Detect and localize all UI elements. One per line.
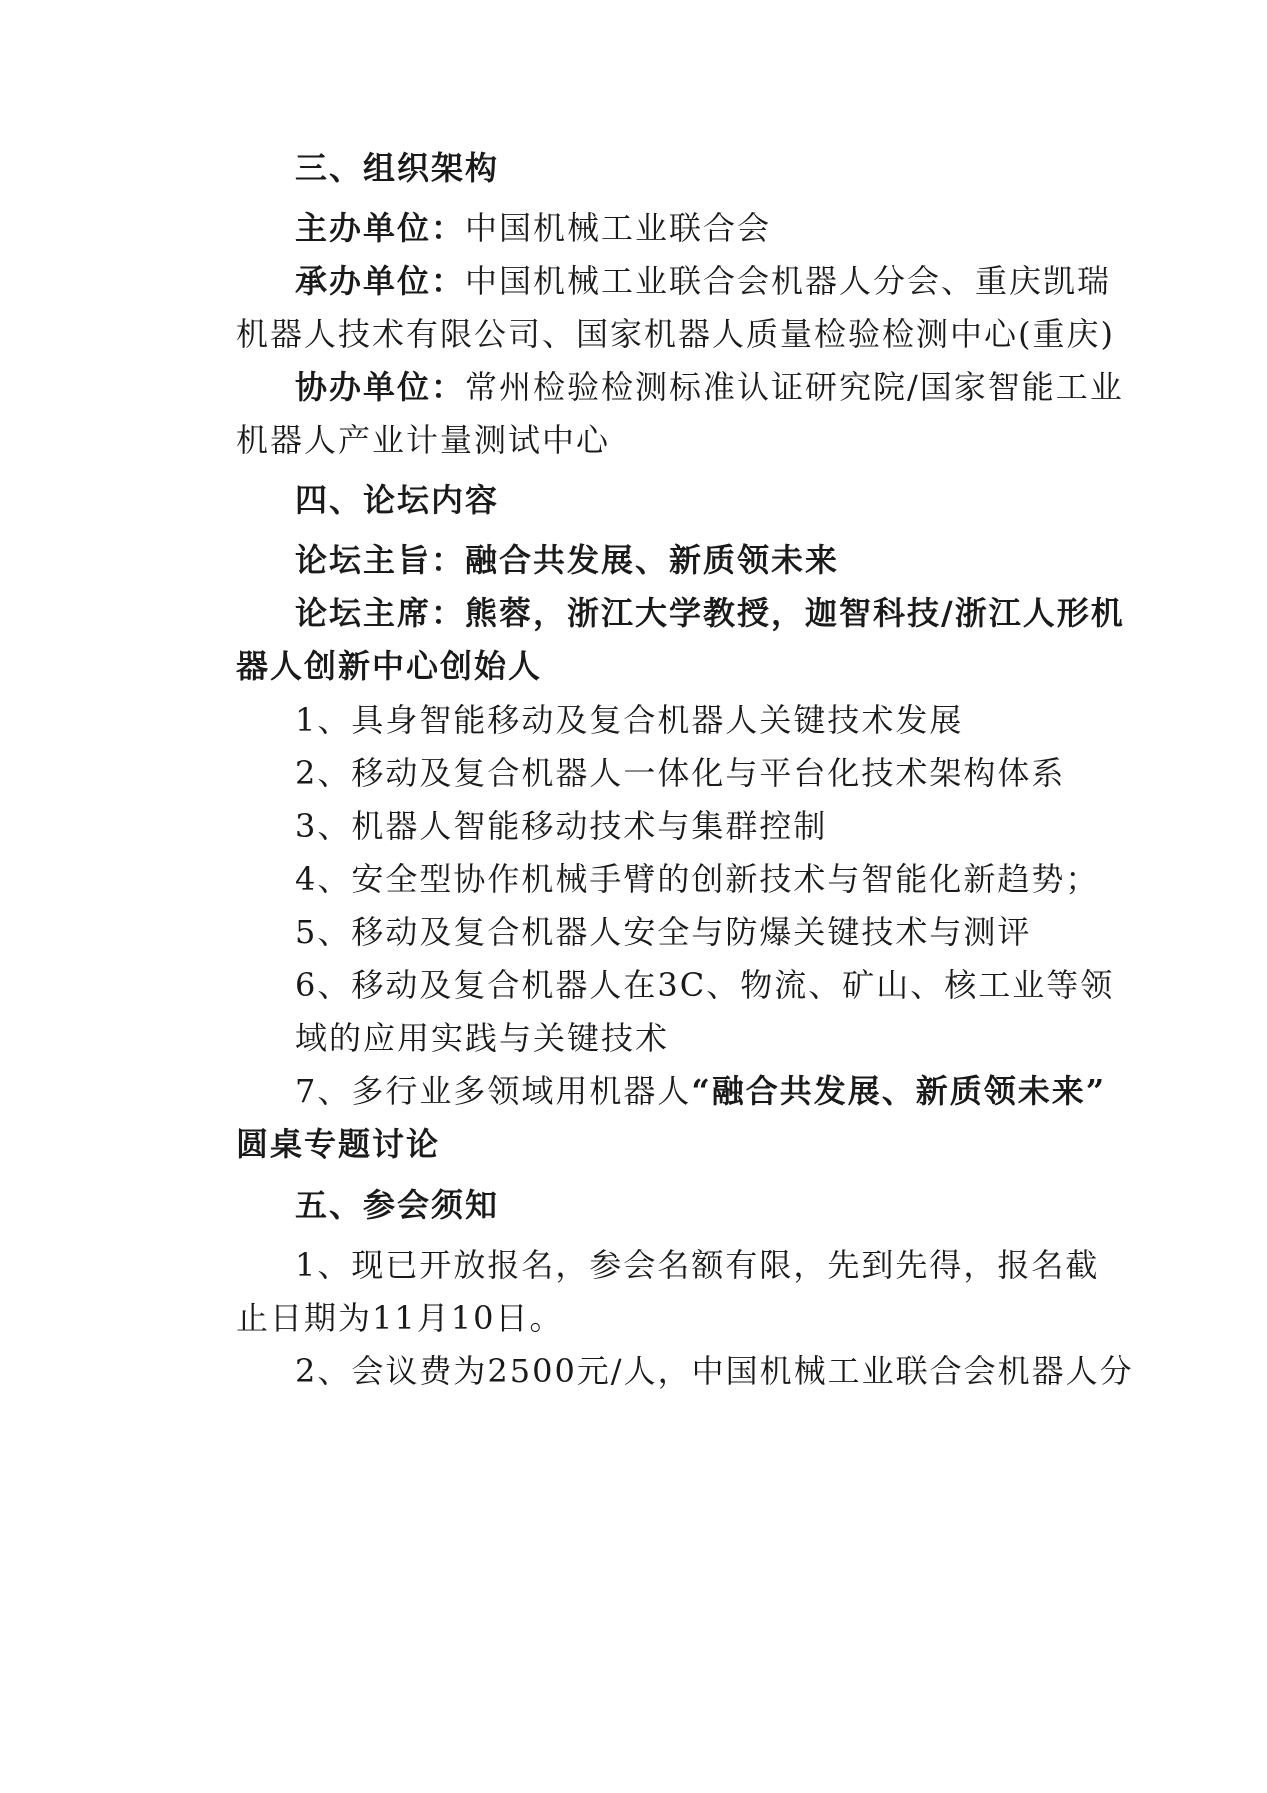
- organizer-line-1: [295, 261, 1111, 301]
- topic-item: 1、具身智能移动及复合机器人关键技术发展: [295, 701, 964, 739]
- topic-item-continued: 域的应用实践与关键技术: [295, 1019, 670, 1057]
- section-4-heading: 四、论坛内容: [295, 481, 500, 519]
- organizer-label: 承办单位：: [295, 262, 466, 300]
- topic-item: 6、移动及复合机器人在3C、物流、矿山、核工业等领: [295, 966, 1115, 1004]
- topic-7-quote: “融合共发展、新质领未来”: [691, 1072, 1107, 1110]
- note-1-line-2: 止日期为11月10日。: [236, 1299, 564, 1337]
- host-unit-label: 主办单位：: [295, 209, 466, 247]
- topic-7-prefix: 7、多行业多领域用机器人: [295, 1072, 692, 1110]
- host-unit-value: 中国机械工业联合会: [465, 209, 772, 247]
- topic-item: 2、移动及复合机器人一体化与平台化技术架构体系: [295, 754, 1066, 792]
- organizer-line-2: 机器人技术有限公司、国家机器人质量检验检测中心(重庆): [236, 315, 1115, 353]
- coorganizer-line-1: [295, 367, 1124, 407]
- coorganizer-label: 协办单位：: [295, 368, 466, 406]
- host-unit-line: [295, 208, 771, 248]
- coorganizer-line-2: 机器人产业计量测试中心: [236, 421, 611, 459]
- forum-chair-line-1: 论坛主席：熊蓉，浙江大学教授，迦智科技/浙江人形机: [295, 594, 1125, 632]
- coorganizer-value: 常州检验检测标准认证研究院/国家智能工业: [465, 368, 1124, 406]
- topic-item: 4、安全型协作机械手臂的创新技术与智能化新趋势；: [295, 860, 1100, 898]
- note-1-line-1: 1、现已开放报名，参会名额有限，先到先得，报名截: [295, 1246, 1100, 1284]
- organizer-value: 中国机械工业联合会机器人分会、重庆凯瑞: [465, 262, 1112, 300]
- note-2-line-1: 2、会议费为2500元/人，中国机械工业联合会机器人分: [295, 1352, 1134, 1390]
- topic-7-line-1: [295, 1071, 1106, 1111]
- forum-chair-line-2: 器人创新中心创始人: [236, 647, 543, 685]
- forum-theme: 论坛主旨：融合共发展、新质领未来: [295, 541, 840, 579]
- section-5-heading: 五、参会须知: [295, 1186, 500, 1224]
- topic-7-line-2: 圆桌专题讨论: [236, 1125, 441, 1163]
- topic-item: 3、机器人智能移动技术与集群控制: [295, 807, 828, 845]
- section-3-heading: 三、组织架构: [295, 149, 500, 187]
- topic-item: 5、移动及复合机器人安全与防爆关键技术与测评: [295, 913, 1032, 951]
